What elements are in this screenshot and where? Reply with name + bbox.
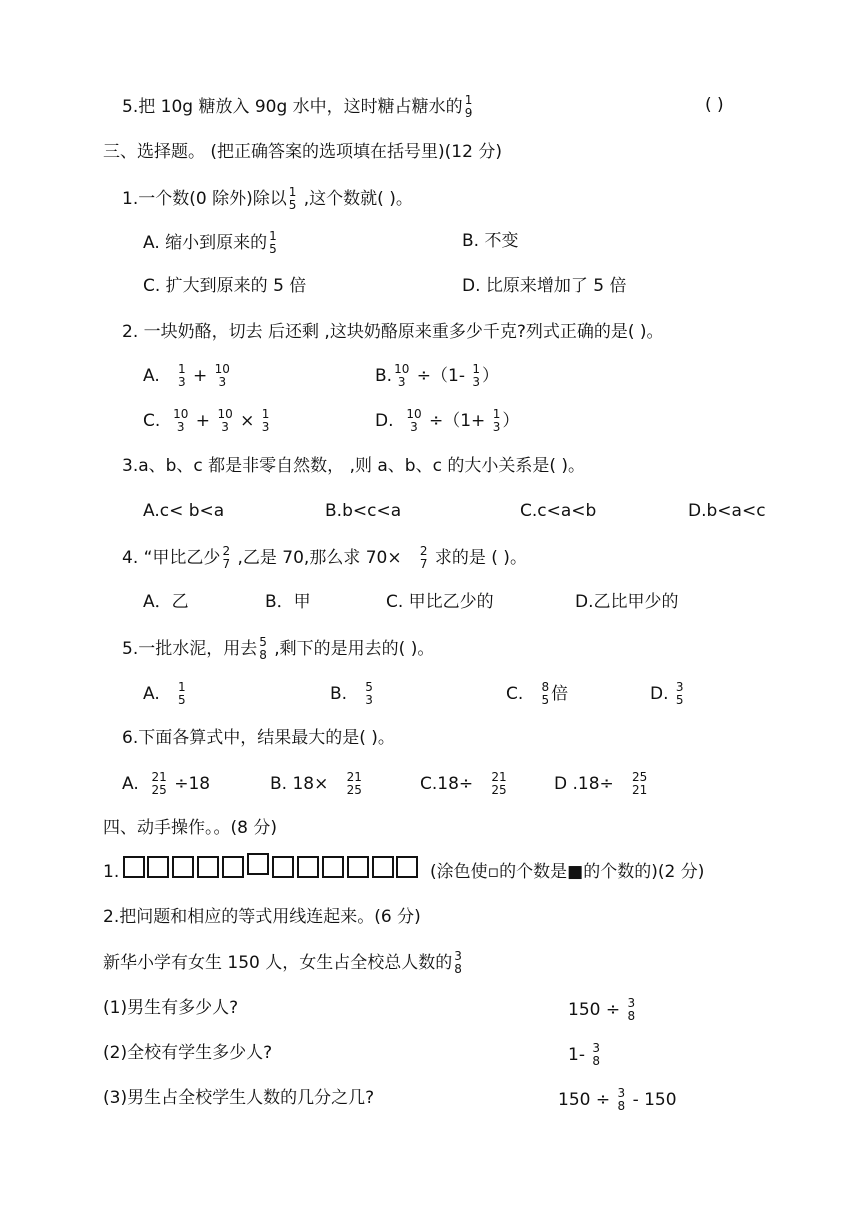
q2-option-a[interactable]: A. 1 3 + 10 3 [143, 362, 230, 389]
match-question-3[interactable]: (3)男生占全校学生人数的几分之几? [103, 1088, 375, 1108]
color-box[interactable] [272, 856, 294, 878]
q1-option-a[interactable]: A. 缩小到原来的 1 5 [143, 229, 277, 256]
op-2-title: 2.把问题和相应的等式用线连起来。(6 分) [103, 907, 421, 927]
q3-option-b[interactable]: B.b<c<a [325, 501, 402, 521]
op-1-label: 1. [103, 862, 120, 882]
judge-5-text: 5.把 10g 糖放入 90g 水中，这时糖占糖水的 [122, 97, 463, 117]
color-box[interactable] [197, 856, 219, 878]
color-box[interactable] [172, 856, 194, 878]
question-4: 4. “甲比乙少 2 7 ,乙是 70,那么求 70× 2 7 求的是 ( )。 [122, 544, 527, 571]
question-1: 1.一个数(0 除外)除以 1 5 ,这个数就( )。 [122, 185, 413, 212]
q4-option-c[interactable]: C. 甲比乙少的 [386, 592, 494, 612]
q5-option-b[interactable]: B. 5 3 [330, 680, 373, 707]
color-box[interactable] [123, 856, 145, 878]
q4-option-a[interactable]: A．乙 [143, 592, 189, 612]
judge-5 [122, 94, 474, 120]
match-question-1[interactable]: (1)男生有多少人? [103, 998, 239, 1018]
color-box[interactable] [147, 856, 169, 878]
color-box[interactable] [372, 856, 394, 878]
answer-paren[interactable]: ( ) [705, 95, 724, 115]
color-box[interactable] [396, 856, 418, 878]
color-box[interactable] [247, 853, 269, 875]
q5-option-c[interactable]: C. 8 5 倍 [506, 680, 569, 707]
color-box[interactable] [222, 856, 244, 878]
q4-option-b[interactable]: B．甲 [265, 592, 311, 612]
match-equation-1[interactable]: 150 ÷ 3 8 [568, 996, 636, 1023]
fraction: 1 9 [464, 93, 473, 120]
match-equation-3[interactable]: 150 ÷ 3 8 - 150 [558, 1086, 677, 1113]
q6-option-b[interactable]: B. 18× 21 25 [270, 770, 362, 797]
match-question-2[interactable]: (2)全校有学生多少人? [103, 1043, 273, 1063]
color-box[interactable] [297, 856, 319, 878]
question-3: 3.a、b、c 都是非零自然数， ,则 a、b、c 的大小关系是( )。 [122, 456, 586, 476]
q1-option-b[interactable]: B. 不变 [462, 231, 519, 251]
q2-option-c[interactable]: C. 10 3 + 10 3 × 1 3 [143, 407, 270, 434]
section-3-title: 三、选择题。 (把正确答案的选项填在括号里)(12 分) [103, 142, 502, 162]
q3-option-a[interactable]: A.c< b<a [143, 501, 225, 521]
op-1-note: (涂色使▫的个数是■的个数的)(2 分) [430, 862, 705, 882]
q1-option-d[interactable]: D. 比原来增加了 5 倍 [462, 276, 627, 296]
color-box[interactable] [347, 856, 369, 878]
q4-option-d[interactable]: D.乙比甲少的 [575, 592, 679, 612]
q2-option-d[interactable]: D. 10 3 ÷（1+ 1 3 ） [375, 407, 520, 434]
question-2: 2. 一块奶酪，切去 后还剩 ,这块奶酪原来重多少千克?列式正确的是( )。 [122, 322, 664, 342]
op-2-intro: 新华小学有女生 150 人，女生占全校总人数的 3 8 [103, 949, 462, 976]
q3-option-d[interactable]: D.b<a<c [688, 501, 766, 521]
section-4-title: 四、动手操作。。(8 分) [103, 818, 277, 838]
q5-option-d[interactable]: D. 3 5 [650, 680, 684, 707]
question-6: 6.下面各算式中，结果最大的是( )。 [122, 728, 395, 748]
q2-option-b[interactable]: B. 10 3 ÷（1- 1 3 ） [375, 362, 500, 389]
q5-option-a[interactable]: A. 1 5 [143, 680, 186, 707]
match-equation-2[interactable]: 1- 3 8 [568, 1041, 600, 1068]
question-5: 5.一批水泥，用去 5 8 ,剩下的是用去的( )。 [122, 635, 435, 662]
q6-option-a[interactable]: A. 21 25 ÷18 [122, 770, 211, 797]
q3-option-c[interactable]: C.c<a<b [520, 501, 597, 521]
q1-option-c[interactable]: C. 扩大到原来的 5 倍 [143, 276, 307, 296]
color-box[interactable] [322, 856, 344, 878]
q6-option-d[interactable]: D .18÷ 25 21 [554, 770, 648, 797]
q6-option-c[interactable]: C.18÷ 21 25 [420, 770, 507, 797]
